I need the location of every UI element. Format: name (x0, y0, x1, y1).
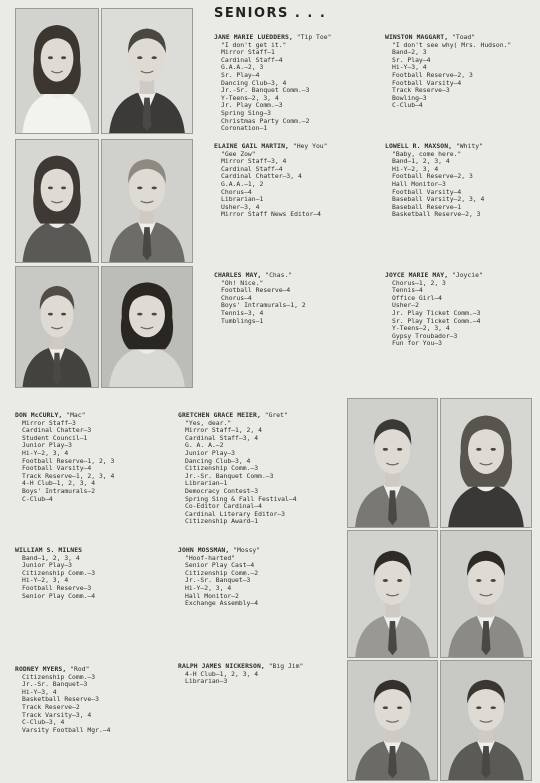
activity-item: Librarian—1 (221, 195, 264, 204)
senior-entry (385, 143, 484, 219)
photo-don-mccurly (347, 398, 438, 528)
activity-item: Band—1, 2, 3, 4 (392, 157, 450, 166)
activity-item: Chorus—4 (221, 187, 252, 196)
senior-name: JOYCE MARIE MAY, (385, 271, 449, 279)
senior-entry (214, 143, 328, 219)
activity-item: Co-Editor Cardinal—4 (185, 502, 262, 511)
senior-name: CHARLES MAY, (214, 271, 262, 279)
activity-item: Spring Sing—3 (221, 108, 272, 117)
activity-item: Football Reserve—3 (22, 583, 92, 592)
photo-gretchen-meier (440, 398, 532, 528)
activity-item: Bowling—3 (392, 93, 427, 102)
senior-nickname: "Toad" (448, 33, 476, 41)
senior-name: RODNEY MYERS, (15, 665, 67, 673)
senior-entry (15, 547, 95, 600)
photo-rodney-myers (347, 660, 438, 781)
activity-item: Track Reserve—2 (22, 702, 80, 711)
senior-name: WINSTON MAGGART, (385, 33, 449, 41)
activity-item: Cardinal Staff—4 (221, 164, 283, 173)
activity-item: Exchange Assembly—4 (185, 599, 259, 608)
senior-name: WILLIAM S. MILNES (15, 546, 83, 554)
activity-item: Jr.-Sr. Banquet Comm.—3 (221, 86, 310, 95)
photo-ralph-nickerson (440, 660, 532, 781)
portrait-illustration (441, 531, 531, 657)
activity-item: Baseball Varsity—2, 3, 4 (392, 195, 485, 204)
senior-entry (385, 272, 483, 348)
activity-item: Citizenship Comm.—2 (185, 568, 259, 577)
portrait-illustration (16, 140, 98, 262)
activity-item: Student Council—1 (22, 433, 88, 442)
photo-winston-maggart (101, 8, 193, 134)
senior-entry (214, 34, 331, 133)
activity-item: Basketball Reserve—2, 3 (392, 210, 481, 219)
senior-nickname: "Hey You" (289, 142, 328, 150)
activity-item: C-Club—3, 4 (22, 718, 65, 727)
senior-motto: "Hoof-harted" (185, 553, 236, 562)
activity-item: Spring Sing & Fall Festival—4 (185, 494, 297, 503)
senior-nickname: "Joycie" (448, 271, 483, 279)
photo-joyce-may (101, 266, 193, 388)
activity-item: Hall Monitor—3 (392, 179, 446, 188)
portrait-illustration (348, 399, 437, 527)
senior-motto: "Gee Zow" (221, 149, 256, 158)
senior-motto: "Yes, dear." (185, 418, 232, 427)
activity-item: Football Reserve—1, 2, 3 (22, 456, 115, 465)
photo-lowell-maxson (101, 139, 193, 263)
senior-entry (15, 412, 114, 503)
portrait-illustration (348, 661, 437, 780)
activity-item: Citizenship Comm.—3 (22, 672, 96, 681)
activity-item: Y-Teens—2, 3, 4 (392, 324, 450, 333)
senior-nickname: "Chas." (261, 271, 293, 279)
activity-item: Mirror Staff—1, 2, 4 (185, 426, 262, 435)
senior-entry (15, 666, 111, 734)
senior-nickname: "Big Jim" (264, 662, 304, 670)
activity-item: Usher—2 (392, 301, 419, 310)
senior-nickname: "Mac" (62, 411, 86, 419)
activity-item: G.A.A.—2, 3 (221, 63, 264, 72)
activity-item: Boys' Intramurals—1, 2 (221, 301, 306, 310)
photo-jane-luedders (15, 8, 99, 134)
senior-motto: "I don't get it." (221, 40, 287, 49)
activity-item: Mirror Staff—1 (221, 48, 275, 57)
portrait-illustration (441, 661, 531, 780)
activity-item: Hall Monitor—2 (185, 591, 239, 600)
activity-item: Jr.-Sr. Banquet—3 (22, 680, 88, 689)
activity-item: Jr.-Sr. Banquet—3 (185, 576, 251, 585)
activity-item: Christmas Party Comm.—2 (221, 116, 310, 125)
activity-item: Tennis—4 (392, 286, 423, 295)
activity-item: Hi-Y—2, 3, 4 (22, 448, 69, 457)
senior-entry (178, 412, 297, 526)
activity-item: Hi-Y—2, 3, 4 (22, 576, 69, 585)
activity-item: Cardinal Chatter—3 (22, 426, 92, 435)
activity-item: Football Varsity—4 (22, 464, 92, 473)
activity-item: Office Girl—4 (392, 293, 443, 302)
activity-item: Hi-Y—3, 4 (392, 63, 427, 72)
activity-item: C-Club—4 (22, 494, 53, 503)
senior-name: JOHN MOSSMAN, (178, 546, 230, 554)
activity-item: Cardinal Staff—4 (221, 55, 283, 64)
senior-name: DON McCURLY, (15, 411, 63, 419)
activity-item: Democracy Contest—3 (185, 486, 259, 495)
activity-item: Chorus—4 (221, 293, 252, 302)
activity-item: 4-H Club—1, 2, 3, 4 (185, 669, 259, 678)
activity-item: Football Reserve—2, 3 (392, 70, 473, 79)
activity-item: Hi-Y—2, 3, 4 (185, 583, 232, 592)
portrait-illustration (102, 267, 192, 387)
activity-item: Jr. Play Ticket Comm.—3 (392, 308, 481, 317)
activity-item: Gypsy Troubador—3 (392, 331, 458, 340)
activity-item: Tennis—3, 4 (221, 308, 264, 317)
activity-item: Jr.-Sr. Banquet Comm.—3 (185, 471, 274, 480)
activity-item: Librarian—3 (185, 677, 228, 686)
activity-item: Fun for You—3 (392, 339, 443, 348)
portrait-illustration (348, 531, 437, 657)
photo-william-milnes (347, 530, 438, 658)
senior-name: JANE MARIE LUEDDERS, (214, 33, 293, 41)
activity-item: Junior Play—3 (185, 448, 236, 457)
senior-name: RALPH JAMES NICKERSON, (178, 662, 265, 670)
senior-entry (214, 272, 306, 325)
activity-item: Track Varsity—3, 4 (22, 710, 92, 719)
activity-item: Baseball Reserve—1 (392, 202, 462, 211)
activity-item: Citizenship Comm.—3 (22, 568, 96, 577)
activity-item: Junior Play—3 (22, 561, 73, 570)
senior-nickname: "Tip Toe" (292, 33, 332, 41)
senior-nickname: "Rod" (66, 665, 90, 673)
senior-entry (178, 663, 303, 686)
activity-item: 4-H Club—1, 2, 3, 4 (22, 479, 96, 488)
activity-item: Sr. Play—4 (392, 55, 431, 64)
activity-item: Junior Play—3 (22, 441, 73, 450)
activity-item: Cardinal Literary Editor—3 (185, 509, 286, 518)
portrait-illustration (16, 267, 98, 387)
photo-charles-may (15, 266, 99, 388)
activity-item: Track Reserve—3 (392, 86, 450, 95)
activity-item: Senior Play Comm.—4 (22, 591, 96, 600)
photo-john-mossman (440, 530, 532, 658)
activity-item: Hi-Y—2, 3, 4 (392, 164, 439, 173)
activity-item: Band—1, 2, 3, 4 (22, 553, 80, 562)
activity-item: Chorus—1, 2, 3 (392, 278, 446, 287)
activity-item: Football Varsity—4 (392, 187, 462, 196)
activity-item: G. A. A.—2 (185, 441, 224, 450)
activity-item: Citizenship Award—1 (185, 517, 259, 526)
senior-entry (178, 547, 260, 608)
activity-item: Cardinal Chatter—3, 4 (221, 172, 302, 181)
activity-item: Football Reserve—4 (221, 286, 291, 295)
activity-item: Basketball Reserve—3 (22, 695, 99, 704)
portrait-illustration (16, 9, 98, 133)
senior-name: GRETCHEN GRACE MEIER, (178, 411, 261, 419)
portrait-illustration (441, 399, 531, 527)
activity-item: Band—2, 3 (392, 48, 427, 57)
activity-item: Mirror Staff—3 (22, 418, 76, 427)
senior-nickname: "Mossy" (229, 546, 261, 554)
activity-item: Jr. Play Comm.—3 (221, 101, 283, 110)
activity-item: Y-Teens—2, 3, 4 (221, 93, 279, 102)
senior-motto: "Baby, come here." (392, 149, 462, 158)
portrait-illustration (102, 140, 192, 262)
activity-item: Mirror Staff—3, 4 (221, 157, 287, 166)
senior-name: LOWELL R. MAXSON, (385, 142, 453, 150)
senior-nickname: "Whity" (452, 142, 483, 150)
activity-item: G.A.A.—1, 2 (221, 179, 264, 188)
activity-item: Dancing Club—3, 4 (221, 78, 287, 87)
activity-item: Mirror Staff News Editor—4 (221, 210, 322, 219)
senior-motto: "Oh! Nice." (221, 278, 264, 287)
activity-item: Dancing Club—3, 4 (185, 456, 251, 465)
activity-item: Track Reserve—1, 2, 3, 4 (22, 471, 115, 480)
activity-item: Sr. Play—4 (221, 70, 260, 79)
activity-item: Usher—3, 4 (221, 202, 260, 211)
activity-item: Football Varsity—4 (392, 78, 462, 87)
activity-item: Boys' Intramurals—2 (22, 486, 96, 495)
activity-item: Coronation—1 (221, 124, 268, 133)
senior-name: ELAINE GAIL MARTIN, (214, 142, 290, 150)
page-heading: SENIORS . . . (214, 6, 327, 21)
activity-item: Librarian—1 (185, 479, 228, 488)
activity-item: Citizenship Comm.—3 (185, 464, 259, 473)
activity-item: Football Reserve—2, 3 (392, 172, 473, 181)
activity-item: Senior Play Cast—4 (185, 561, 255, 570)
photo-elaine-martin (15, 139, 99, 263)
senior-entry (385, 34, 511, 110)
activity-item: Tumblings—1 (221, 316, 264, 325)
senior-motto: "I don't see why( Mrs. Hudson." (392, 40, 512, 49)
activity-item: Varsity Football Mgr.—4 (22, 725, 111, 734)
activity-item: Cardinal Staff—3, 4 (185, 433, 259, 442)
activity-item: C-Club—4 (392, 101, 423, 110)
senior-nickname: "Gret" (260, 411, 288, 419)
activity-item: Sr. Play Ticket Comm.—4 (392, 316, 481, 325)
portrait-illustration (102, 9, 192, 133)
activity-item: Hi-Y—3, 4 (22, 687, 57, 696)
